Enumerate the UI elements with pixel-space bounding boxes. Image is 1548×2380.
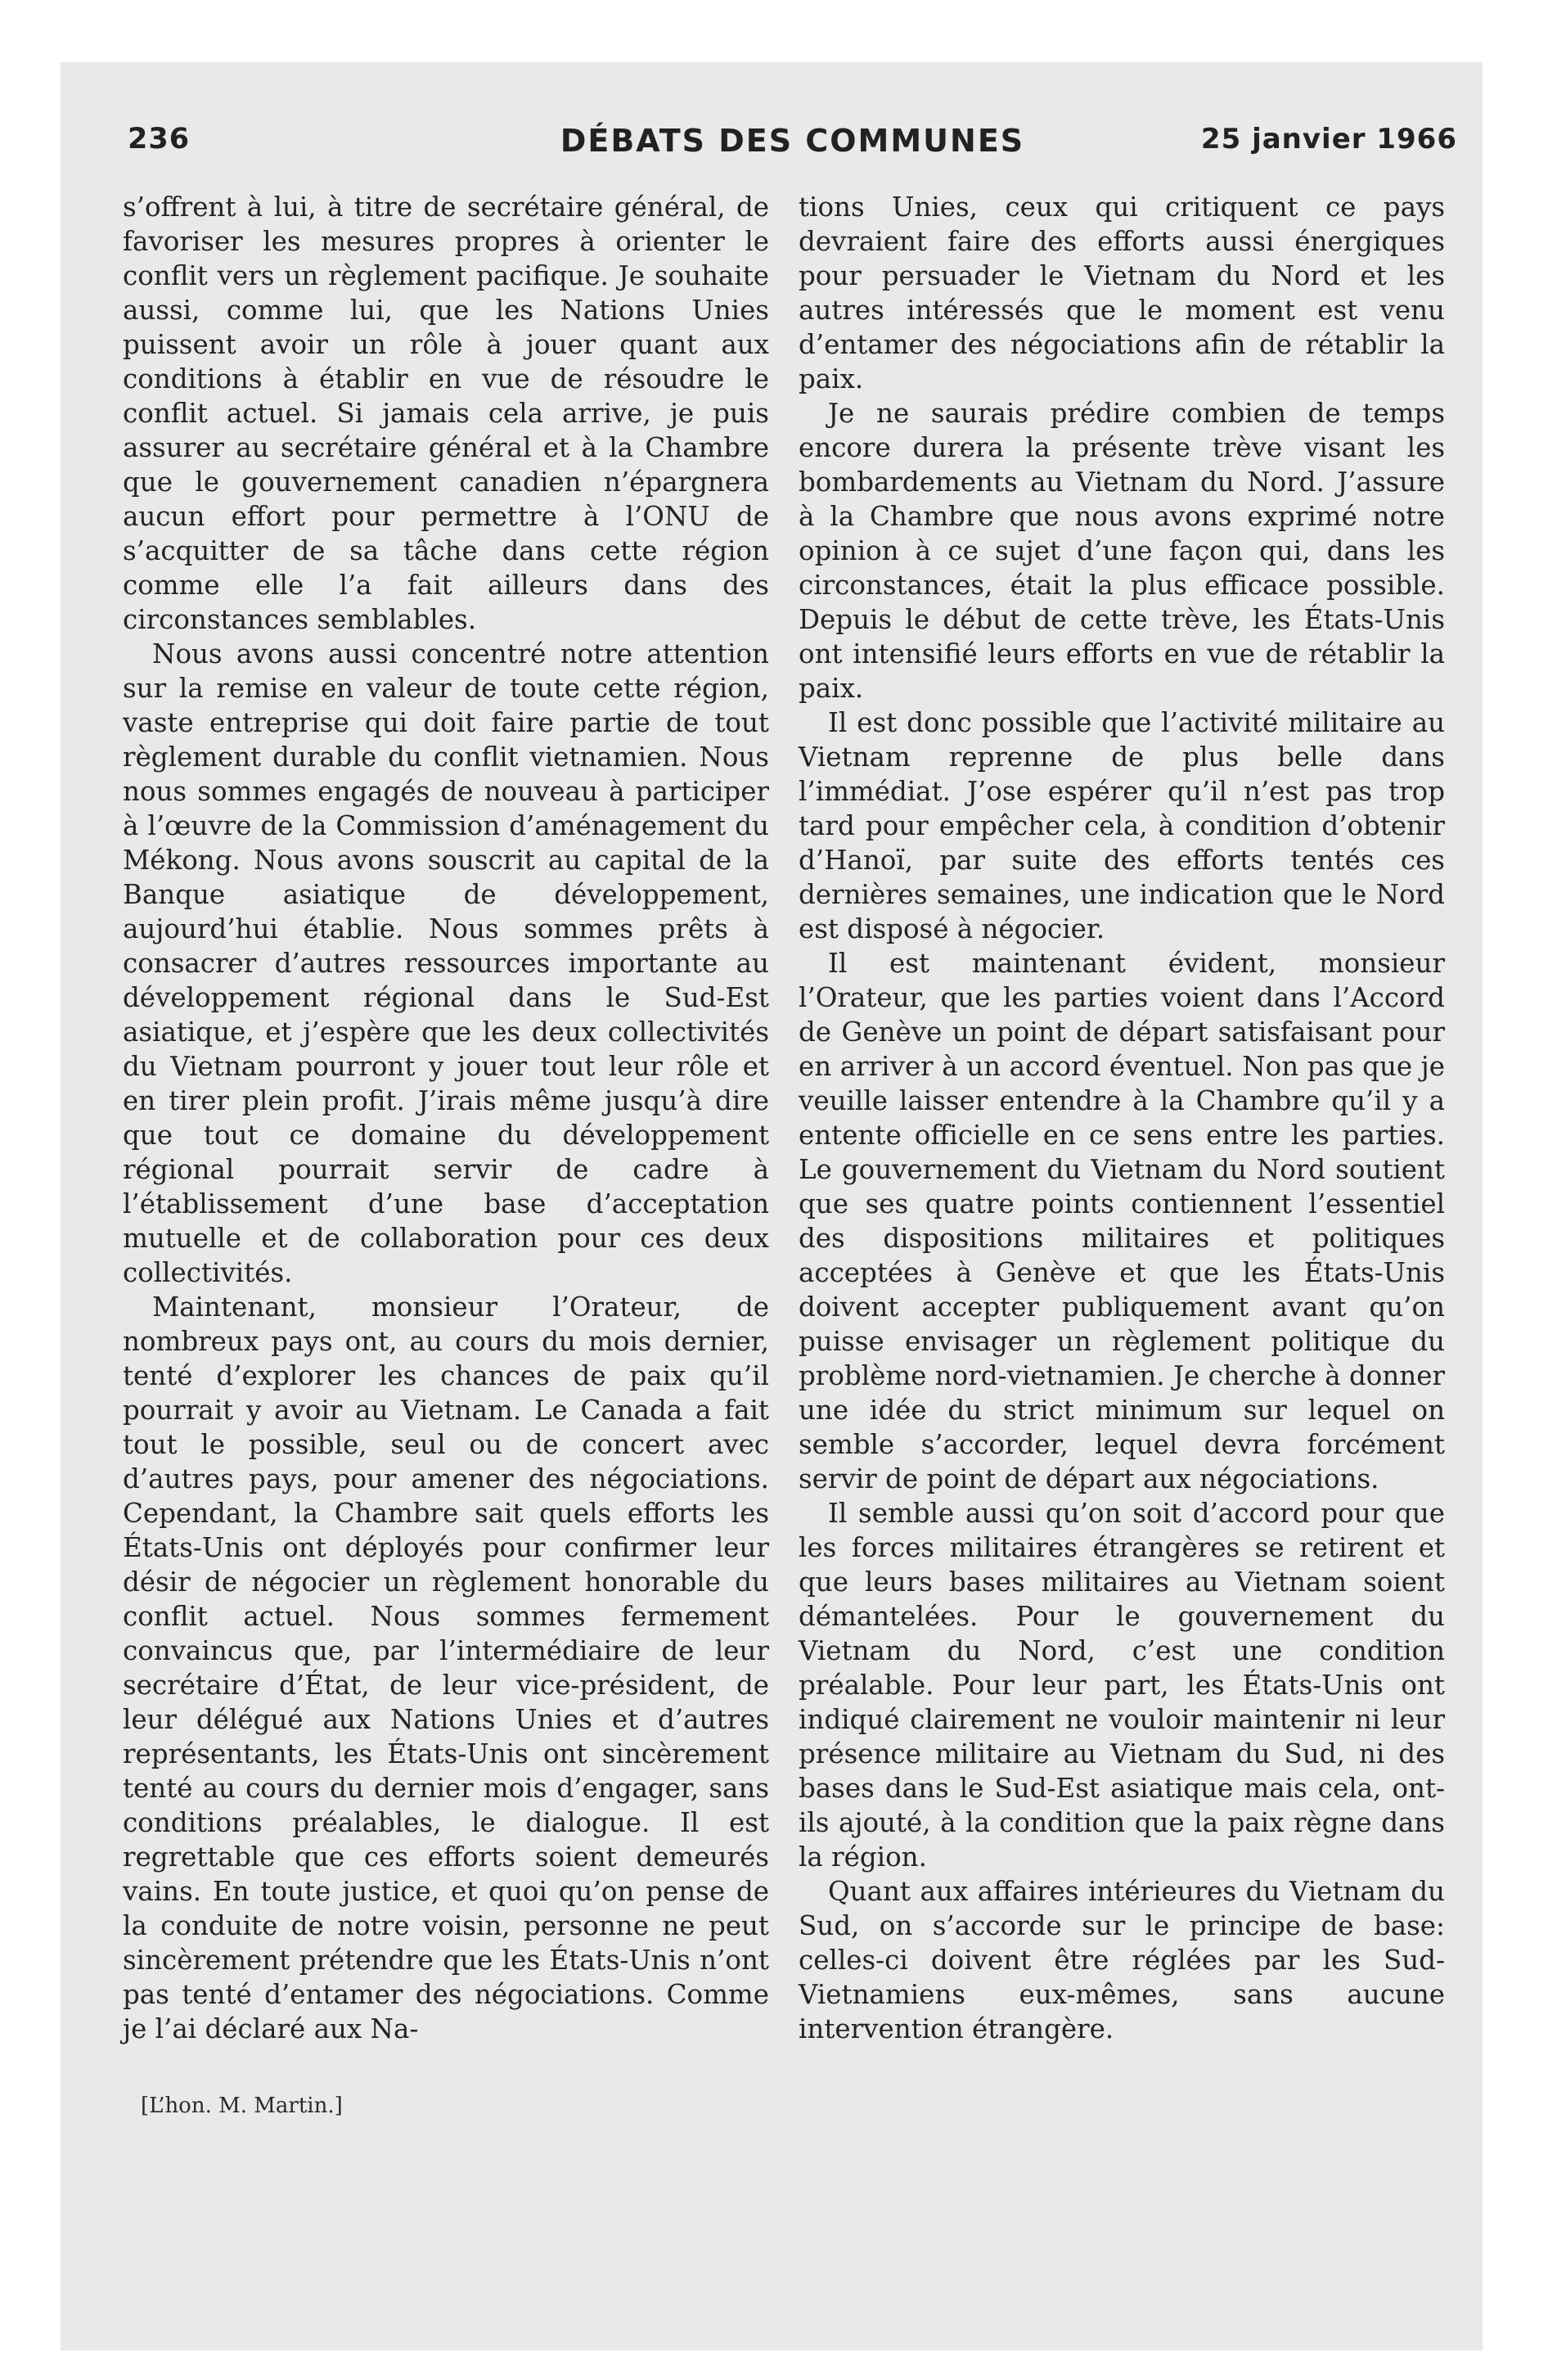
left-column [123, 190, 769, 2046]
paragraph: Je ne saurais prédire combien de temps encore durera la présente trève visant les bombardements au Vietnam du Nord. J’assure à la Chambre que nous avons exprimé notre opinion à ce sujet d’une façon qui, dans les circonstances, était la plus efficace possible. Depuis le début de cette trève, les États-Unis ont intensifié leurs efforts en vue de rétablir la paix. [799, 398, 1445, 704]
paragraph: Il est maintenant évident, monsieur l’Orateur, que les parties voient dans l’Accord de Genève un point de départ satisfaisant pour en arriver à un accord éventuel. Non pas que je veuille laisser entendre à la Chambre qu’il y a entente officielle en ce sens entre les parties. Le gouvernement du Vietnam du Nord soutient que ses quatre points contiennent l’essentiel des dispositions militaires et politiques acceptées à Genève et que les États-Unis doivent accepter publiquement avant qu’on puisse envisager un règlement politique du problème nord-vietnamien. Je cherche à donner une idée du strict minimum sur lequel on semble s’accorder, lequel devra forcément servir de point de départ aux négociations. [799, 948, 1445, 1494]
running-title: DÉBATS DES COMMUNES [560, 123, 1025, 159]
paragraph: s’offrent à lui, à titre de secrétaire général, de favoriser les mesures propres à orienter le conflit vers un règlement pacifique. Je souhaite aussi, comme lui, que les Nations Unies puissent avoir un rôle à jouer quant aux conditions à établir en vue de résoudre le conflit actuel. Si jamais cela arrive, je puis assurer au secrétaire général et à la Chambre que le gouvernement canadien n’épargnera aucun effort pour permettre à l’ONU de s’acquitter de sa tâche dans cette région comme elle l’a fait ailleurs dans des circonstances semblables. [123, 192, 769, 635]
paragraph: Maintenant, monsieur l’Orateur, de nombreux pays ont, au cours du mois dernier, tenté d’explorer les chances de paix qu’il pourrait y avoir au Vietnam. Le Canada a fait tout le possible, seul ou de concert avec d’autres pays, pour amener des négociations. Cependant, la Chambre sait quels efforts les États-Unis ont déployés pour confirmer leur désir de négocier un règlement honorable du conflit actuel. Nous sommes fermement convaincus que, par l’intermédiaire de leur secrétaire d’État, de leur vice-président, de leur délégué aux Nations Unies et d’autres représentants, les États-Unis ont sincèrement tenté au cours du dernier mois d’engager, sans conditions préalables, le dialogue. Il est regrettable que ces efforts soient demeurés vains. En toute justice, et quoi qu’on pense de la conduite de notre voisin, personne ne peut sincèrement prétendre que les États-Unis n’ont pas tenté d’entamer des négociations. Comme je l’ai déclaré aux Na- [123, 1291, 769, 2044]
right-column [799, 190, 1445, 2046]
speaker-note: [L’hon. M. Martin.] [141, 2094, 343, 2118]
paragraph: Nous avons aussi concentré notre attention sur la remise en valeur de toute cette région, vaste entreprise qui doit faire partie de tout règlement durable du conflit vietnamien. Nous nous sommes engagés de nouveau à participer à l’œuvre de la Commission d’aménagement du Mékong. Nous avons souscrit au capital de la Banque asiatique de développement, aujourd’hui établie. Nous sommes prêts à consacrer d’autres ressources importante au développement régional dans le Sud-Est asiatique, et j’espère que les deux collectivités du Vietnam pourront y jouer tout leur rôle et en tirer plein profit. J’irais même jusqu’à dire que tout ce domaine du développement régional pourrait servir de cadre à l’établissement d’une base d’acceptation mutuelle et de collaboration pour ces deux collectivités. [123, 638, 769, 1288]
paragraph: Quant aux affaires intérieures du Vietnam du Sud, on s’accorde sur le principe de base: celles-ci doivent être réglées par les Sud-Vietnamiens eux-mêmes, sans aucune intervention étrangère. [799, 1876, 1445, 2044]
paragraph: Il est donc possible que l’activité militaire au Vietnam reprenne de plus belle dans l’immédiat. J’ose espérer qu’il n’est pas trop tard pour empêcher cela, à condition d’obtenir d’Hanoï, par suite des efforts tentés ces dernières semaines, une indication que le Nord est disposé à négocier. [799, 707, 1445, 944]
page-header [128, 123, 1457, 172]
page-number: 236 [128, 123, 191, 156]
paragraph: Il semble aussi qu’on soit d’accord pour que les forces militaires étrangères se retirent et que leurs bases militaires au Vietnam soient démantelées. Pour le gouvernement du Vietnam du Nord, c’est une condition préalable. Pour leur part, les États-Unis ont indiqué clairement ne vouloir maintenir ni leur présence militaire au Vietnam du Sud, ni des bases dans le Sud-Est asiatique mais cela, ont-ils ajouté, à la condition que la paix règne dans la région. [799, 1498, 1445, 1873]
paragraph: tions Unies, ceux qui critiquent ce pays devraient faire des efforts aussi énergiques pour persuader le Vietnam du Nord et les autres intéressés que le moment est venu d’entamer des négociations afin de rétablir la paix. [799, 192, 1445, 394]
issue-date: 25 janvier 1966 [1200, 123, 1457, 156]
